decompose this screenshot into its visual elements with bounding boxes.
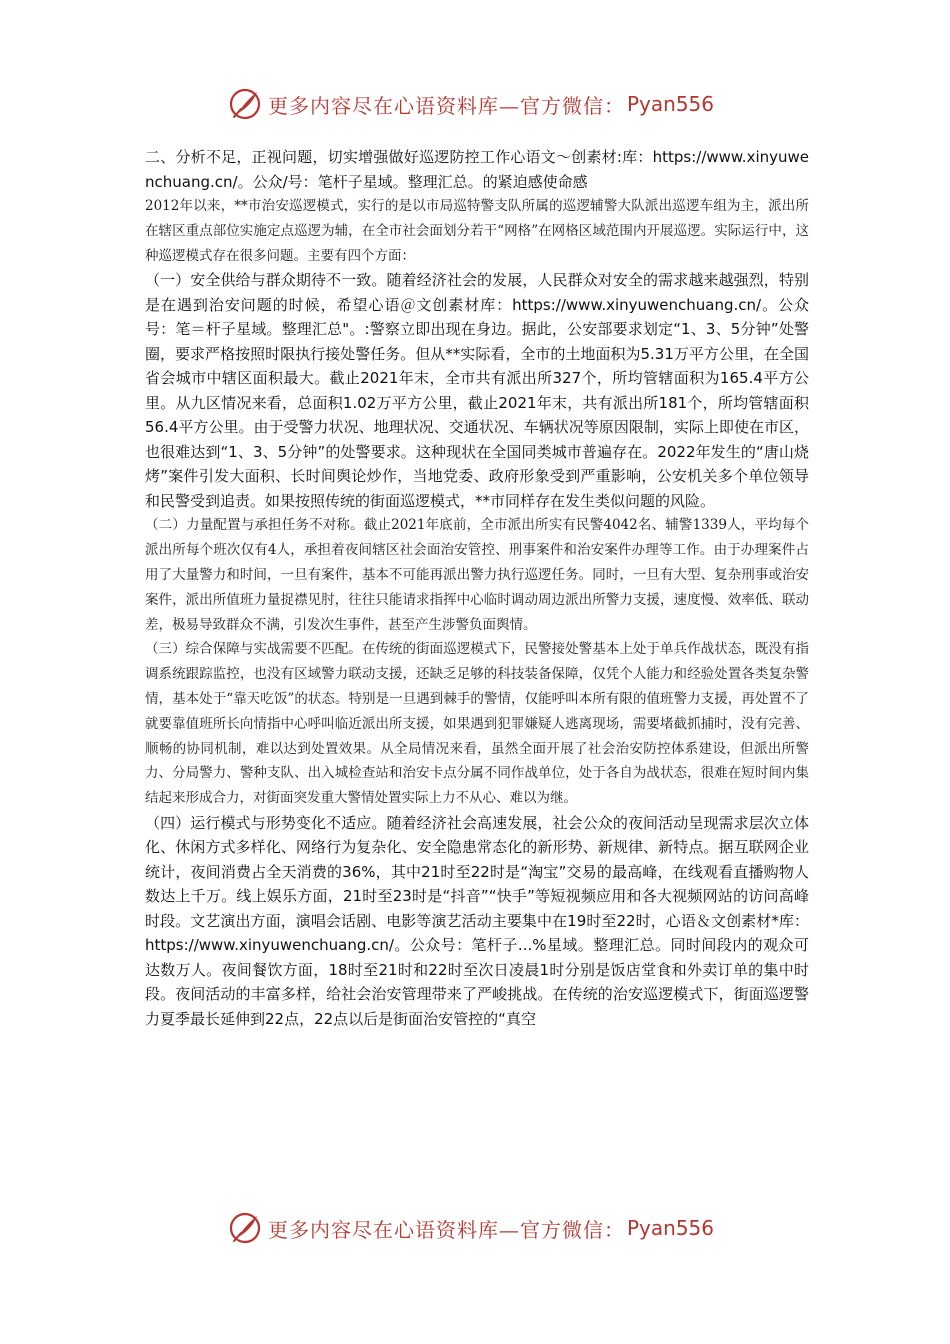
watermark-wechat-id: Pyan556 — [627, 1216, 715, 1240]
watermark-wechat-id: Pyan556 — [627, 92, 715, 116]
section-4-paragraph: （四）运行模式与形势变化不适应。随着经济社会高速发展，社会公众的夜间活动呈现需求层次立体化、休闲方式多样化、网络行为复杂化、安全隐患常态化的新形势、新规律、新特点。据互联网企业统计，夜间消费占全天消费的36%，其中21时至22时是“淘宝”交易的最高峰，在线观看直播购物人数达上千万。线上娱乐方面，21时至23时是“抖音”“快手”等短视频应用和各大视频网站的访问高峰时段。文艺演出方面，演唱会话剧、电影等演艺活动主要集中在19时至22时，心语＆文创素材*库：https://www.xinyuwenchuang.cn/。公众号：笔杆子...%星域。整理汇总。同时间段内的观众可达数万人。夜间餐饮方面，18时至21时和22时至次日凌晨1时分别是饭店堂食和外卖订单的集中时段。夜间活动的丰富多样，给社会治安管理带来了严峻挑战。在传统的治安巡逻模式下，街面巡逻警力夏季最长延伸到22点，22点以后是街面治安管控的“真空 — [145, 813, 809, 1028]
intro-paragraph: 2012年以来，**市治安巡逻模式，实行的是以市局巡特警支队所属的巡逻辅警大队派出巡逻车组为主，派出所在辖区重点部位实施定点巡逻为辅，在全市社会面划分若干“网格”在网格区域范围内开展巡逻。实际运行中，这种巡逻模式存在很多问题。主要有四个方面： — [145, 198, 809, 264]
document-body — [145, 145, 809, 1031]
section-2-paragraph: （二）力量配置与承担任务不对称。截止2021年底前，全市派出所实有民警4042名、辅警1339人，平均每个派出所每个班次仅有4人，承担着夜间辖区社会面治安管控、刑事案件和治安案件办理等工作。由于办理案件占用了大量警力和时间，一旦有案件，基本不可能再派出警力执行巡逻任务。同时，一旦有大型、复杂刑事或治安案件，派出所值班力量捉襟见肘，往往只能请求指挥中心临时调动周边派出所警力支援，速度慢、效率低、联动差，极易导致群众不满，引发次生事件，甚至产生涉警负面舆情。 — [145, 517, 809, 633]
watermark-banner-top — [228, 86, 714, 122]
section-3-paragraph: （三）综合保障与实战需要不匹配。在传统的街面巡逻模式下，民警接处警基本上处于单兵作战状态，既没有指调系统跟踪监控，也没有区域警力联动支援，还缺乏足够的科技装备保障，仅凭个人能力和经验处置各类复杂警情，基本处于“靠天吃饭”的状态。特别是一旦遇到棘手的警情，仅能呼叫本所有限的值班警力支援，再处置不了就要靠值班所长向情指中心呼叫临近派出所支援，如果遇到犯罪嫌疑人逃离现场，需要堵截抓捕时，没有完善、顺畅的协同机制，难以达到处置效果。从全局情况来看，虽然全面开展了社会治安防控体系建设，但派出所警力、分局警力、警种支队、出入城检查站和治安卡点分属不同作战单位，处于各自为战状态，很难在短时间内集结起来形成合力，对街面突发重大警情处置实际上力不从心、难以为继。 — [145, 641, 809, 807]
watermark-text: 更多内容尽在心语资料库—官方微信： — [268, 1217, 625, 1242]
watermark-text: 更多内容尽在心语资料库—官方微信： — [268, 93, 625, 118]
feather-pen-logo-icon — [228, 87, 262, 121]
section-1-paragraph: （一）安全供给与群众期待不一致。随着经济社会的发展，人民群众对安全的需求越来越强烈，特别是在遇到治安问题的时候，希望心语＠文创素材库：https://www.xinyuwenchuang.cn/。公众号：笔＝杆子星域。整理汇总"。:警察立即出现在身边。据此，公安部要求划定“1、3、5分钟”处警圈，要求严格按照时限执行接处警任务。但从**实际看，全市的土地面积为5.31万平方公里，在全国省会城市中辖区面积最大。截止2021年末，全市共有派出所327个，所均管辖面积为165.4平方公里。从九区情况来看，总面积1.02万平方公里，截止2021年末，共有派出所181个，所均管辖面积56.4平方公里。由于受警力状况、地理状况、交通状况、车辆状况等原因限制，实际上即使在市区，也很难达到“1、3、5分钟”的处警要求。这种现状在全国同类城市普遍存在。2022年发生的“唐山烧烤”案件引发大面积、长时间舆论炒作，当地党委、政府形象受到严重影响，公安机关多个单位领导和民警受到追责。如果按照传统的街面巡逻模式，**市同样存在发生类似问题的风险。 — [145, 271, 809, 510]
section-title: 二、分析不足，正视问题，切实增强做好巡逻防控工作心语文～创素材:库：https://www.xinyuwenchuang.cn/。公众/号：笔杆子星域。整理汇总。的紧迫感使命感 — [145, 148, 809, 191]
feather-pen-logo-icon — [228, 1211, 262, 1245]
watermark-banner-bottom — [228, 1210, 714, 1246]
